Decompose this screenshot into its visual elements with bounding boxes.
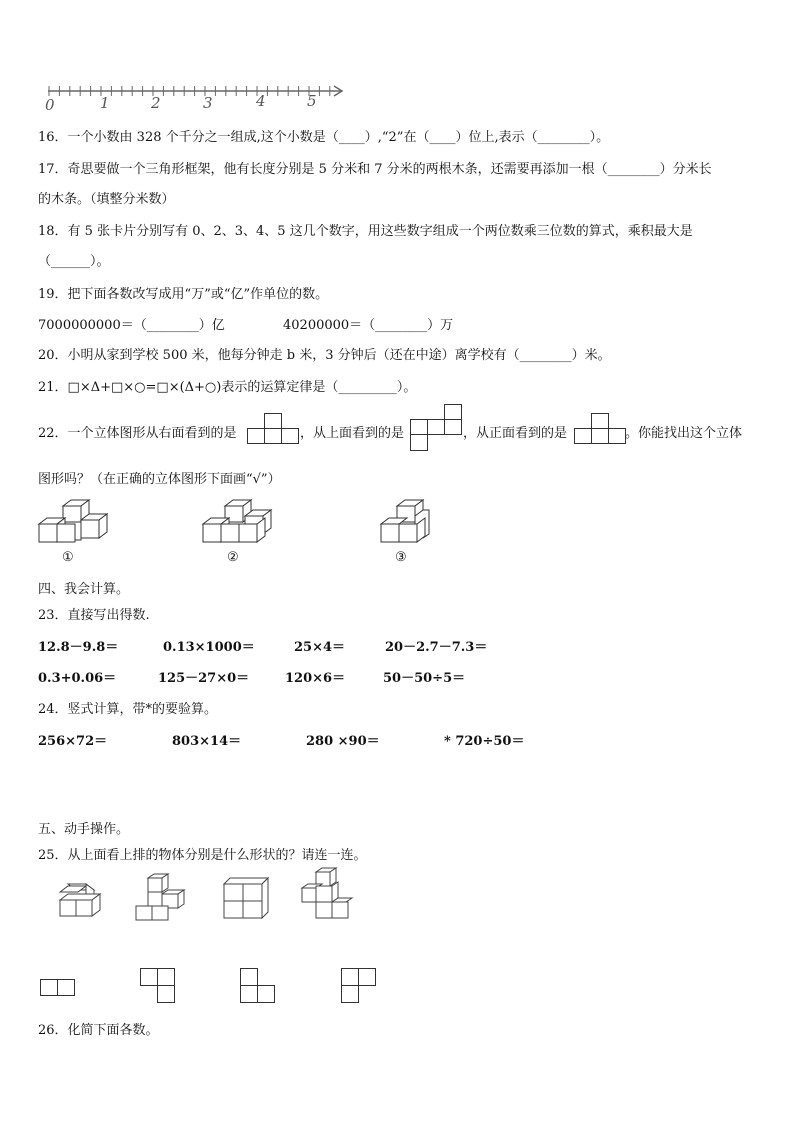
- question-26: 26．化简下面各数。: [38, 1023, 159, 1038]
- solid-figure-3-label: ③: [395, 550, 407, 565]
- question-25: 25．从上面看上排的物体分别是什么形状的？请连一连。: [38, 848, 367, 863]
- ruler-label-0: 0: [45, 96, 55, 114]
- right-view-figure: [247, 413, 301, 445]
- q25-object-3: [222, 876, 270, 922]
- question-19-item-2: 40200000＝（________）万: [283, 318, 454, 333]
- q25-view-4: [341, 968, 377, 1004]
- q25-object-2: [134, 872, 188, 924]
- q24-item4: * 720÷50＝: [444, 734, 525, 749]
- q24-item3: 280 ×90＝: [306, 734, 380, 749]
- solid-figure-1-label: ①: [62, 550, 74, 565]
- q23-row1-item2: 0.13×1000＝: [163, 640, 255, 655]
- q25-view-2: [140, 968, 176, 1004]
- q24-item1: 256×72＝: [38, 734, 108, 749]
- q25-view-1: [40, 979, 76, 999]
- question-22-part4: 。你能找出这个立体: [625, 426, 743, 441]
- question-19: 19．把下面各数改写成用“万”或“亿”作单位的数。: [38, 287, 329, 302]
- question-16: 16．一个小数由 328 个千分之一组成,这个小数是（____）,“2”在（____）位上,表示（________）。: [38, 130, 610, 145]
- section-4-heading: 四、我会计算。: [38, 582, 130, 597]
- question-23: 23．直接写出得数.: [38, 608, 150, 623]
- q23-row2-item1: 0.3+0.06＝: [38, 671, 117, 686]
- ruler-label-4: 4: [256, 92, 266, 110]
- question-19-item-1: 7000000000＝（________）亿: [38, 318, 225, 333]
- section-5-heading: 五、动手操作。: [38, 822, 130, 837]
- solid-figure-1: [36, 498, 108, 548]
- ruler-label-5: 5: [307, 92, 317, 110]
- q23-row2-item3: 120×6＝: [285, 671, 346, 686]
- front-view-figure: [574, 413, 628, 445]
- q25-view-3: [240, 968, 276, 1004]
- question-22-part2: ，从上面看到的是: [300, 426, 405, 441]
- q23-row2-item2: 125－27×0＝: [158, 671, 250, 686]
- q24-item2: 803×14＝: [172, 734, 242, 749]
- question-20: 20．小明从家到学校 500 米，他每分钟走 b 米，3 分钟后（还在中途）离学校有（________）米。: [38, 348, 611, 363]
- question-17-line1: 17．奇思要做一个三角形框架，他有长度分别是 5 分米和 7 分米的两根木条，还需要再添加一根（________）分米长: [38, 162, 712, 177]
- solid-figure-2: [200, 498, 276, 548]
- ruler-label-2: 2: [151, 94, 161, 112]
- q23-row2-item4: 50－50÷5＝: [383, 671, 466, 686]
- q23-row1-item3: 25×4＝: [294, 640, 346, 655]
- top-view-figure: [410, 404, 464, 452]
- solid-figure-3: [378, 498, 432, 548]
- question-22-part1: 22．一个立体图形从右面看到的是: [38, 426, 237, 441]
- ruler-label-1: 1: [100, 94, 110, 112]
- question-17-line2: 的木条。（填整分米数）: [38, 192, 175, 207]
- question-21: 21．□×Δ+□×○=□×(Δ+○)表示的运算定律是（_________）。: [38, 380, 417, 395]
- q25-object-1: [56, 882, 106, 920]
- q25-object-4: [298, 866, 354, 922]
- question-18-line1: 18．有 5 张卡片分别写有 0、2、3、4、5 这几个数字，用这些数字组成一个两位数乘三位数的算式，乘积最大是: [38, 224, 693, 239]
- solid-figure-2-label: ②: [227, 550, 239, 565]
- q23-row1-item1: 12.8－9.8＝: [38, 640, 119, 655]
- question-22-part3: ，从正面看到的是: [463, 426, 568, 441]
- question-22-line2: 图形吗？（在正确的立体图形下面画“√”）: [38, 472, 281, 487]
- question-24: 24．竖式计算，带*的要验算。: [38, 702, 218, 717]
- ruler-label-3: 3: [203, 94, 213, 112]
- question-18-line2: （______）。: [38, 254, 110, 269]
- q23-row1-item4: 20－2.7－7.3＝: [385, 640, 488, 655]
